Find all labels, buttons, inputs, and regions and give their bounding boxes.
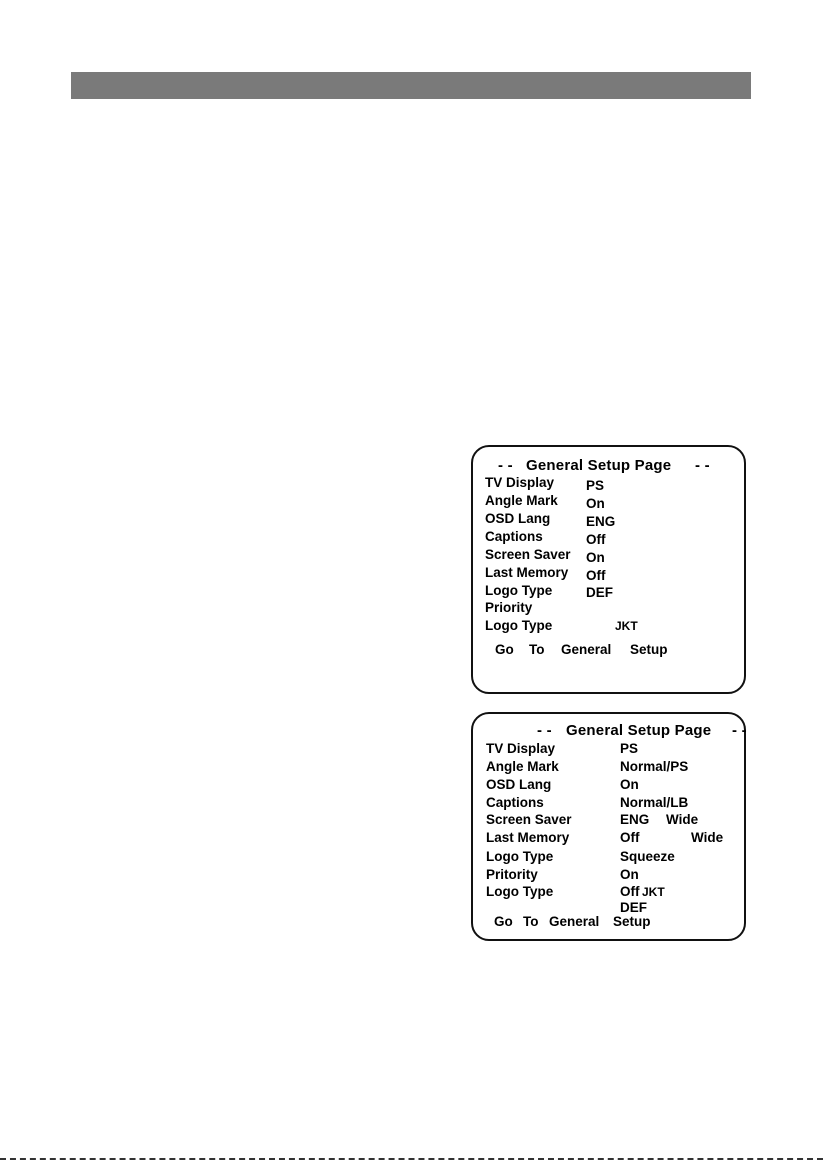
menu-label-logo-type[interactable]: Logo Type [486, 849, 554, 864]
menu-label-logo-type[interactable]: Logo Type [485, 583, 553, 598]
footer-to: To [523, 914, 539, 929]
title-dash-left: - - [537, 722, 552, 739]
menu-option-on-2[interactable]: On [620, 867, 639, 882]
menu-value-last-memory: Off [586, 568, 606, 583]
menu-label-logo-type-2[interactable]: Logo Type [486, 884, 554, 899]
footer-general: General [561, 642, 612, 657]
menu-option-on[interactable]: On [620, 777, 639, 792]
page-title: General Setup Page [526, 457, 672, 474]
menu-label-last-memory[interactable]: Last Memory [485, 565, 569, 580]
menu-label-osd-lang[interactable]: OSD Lang [486, 777, 552, 792]
menu-option-normal-ps[interactable]: Normal/PS [620, 759, 689, 774]
menu-label-tv-display[interactable]: TV Display [486, 741, 556, 756]
menu-label-captions[interactable]: Captions [485, 529, 543, 544]
menu-option-ps[interactable]: PS [620, 741, 639, 756]
menu-value-osd-lang: ENG [586, 514, 616, 529]
menu-option-wide[interactable]: Wide [666, 812, 699, 827]
menu-option-off[interactable]: Off [620, 830, 640, 845]
menu-value-jkt: JKT [615, 619, 638, 633]
menu-label-angle-mark[interactable]: Angle Mark [486, 759, 559, 774]
osd-screen-general-setup-1 [471, 445, 746, 694]
osd-screen-general-setup-2 [471, 712, 746, 941]
title-dash-left: - - [498, 457, 513, 474]
footer-go: Go [495, 642, 514, 657]
menu-value-tv-display: PS [586, 478, 605, 493]
menu-value-screen-saver: On [586, 550, 605, 565]
page-title: General Setup Page [566, 722, 712, 739]
menu-label-last-memory[interactable]: Last Memory [486, 830, 570, 845]
footer-setup: Setup [613, 914, 651, 929]
menu-label-pritority[interactable]: Pritority [486, 867, 538, 882]
footer-to: To [529, 642, 545, 657]
footer-setup: Setup [630, 642, 668, 657]
menu-label-osd-lang[interactable]: OSD Lang [485, 511, 551, 526]
menu-label-screen-saver[interactable]: Screen Saver [485, 547, 571, 562]
menu-value-angle-mark: On [586, 496, 605, 511]
menu-label-captions[interactable]: Captions [486, 795, 544, 810]
menu-value-captions: Off [586, 532, 606, 547]
menu-label-angle-mark[interactable]: Angle Mark [485, 493, 558, 508]
menu-option-def[interactable]: DEF [620, 900, 647, 915]
menu-label-screen-saver[interactable]: Screen Saver [486, 812, 572, 827]
menu-option-normal-lb[interactable]: Normal/LB [620, 795, 689, 810]
menu-option-wide-2[interactable]: Wide [691, 830, 724, 845]
menu-label-tv-display[interactable]: TV Display [485, 475, 555, 490]
menu-option-squeeze[interactable]: Squeeze [620, 849, 675, 864]
menu-option-off-2[interactable]: Off [620, 884, 640, 899]
menu-label-logo-type-2[interactable]: Logo Type [485, 618, 553, 633]
section-header-bar [71, 72, 751, 99]
menu-option-jkt[interactable]: JKT [642, 885, 665, 899]
bottom-dashed-border [0, 1158, 823, 1160]
menu-value-logo-type: DEF [586, 585, 613, 600]
title-dash-right: - - [695, 457, 710, 474]
footer-go: Go [494, 914, 513, 929]
footer-general: General [549, 914, 600, 929]
title-dash-right: - - [732, 722, 747, 739]
menu-label-priority[interactable]: Priority [485, 600, 533, 615]
menu-option-eng[interactable]: ENG [620, 812, 650, 827]
